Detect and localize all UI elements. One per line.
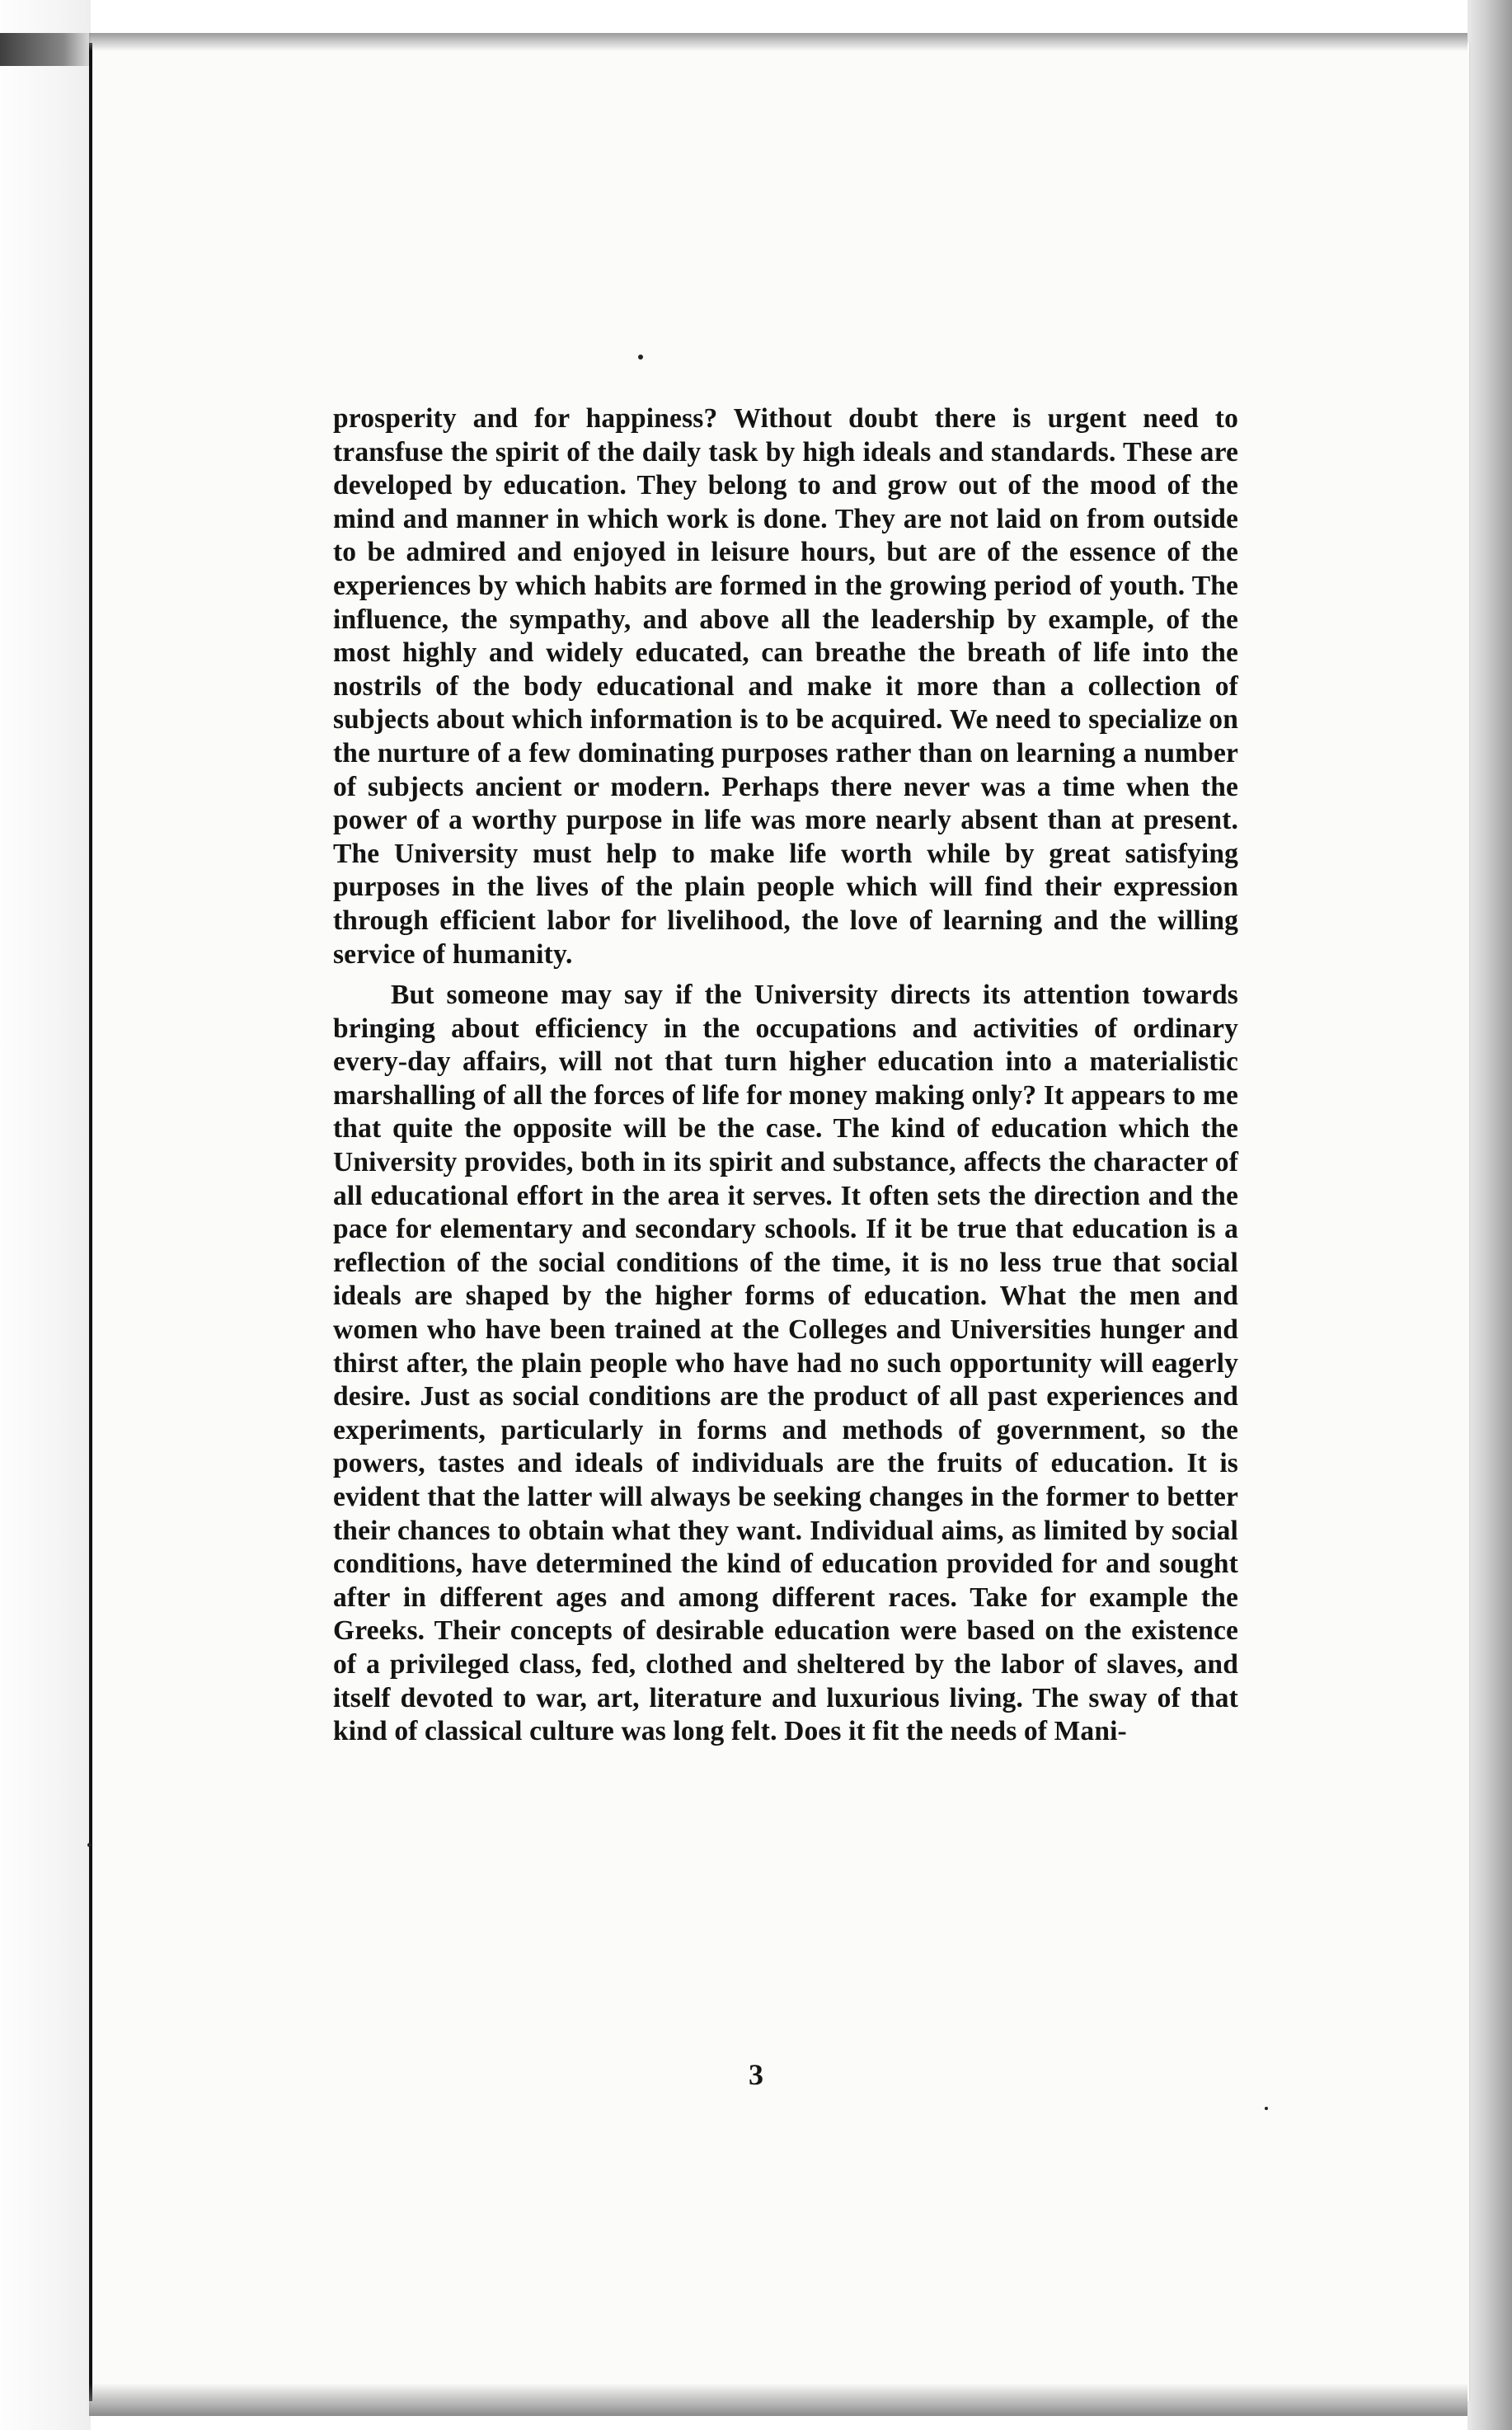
page-top-shadow (89, 33, 1467, 51)
ink-speck (87, 1843, 92, 1847)
body-text (333, 402, 1238, 1749)
page-bottom-shadow (89, 2383, 1467, 2416)
scan-left-edge-shadow (0, 33, 91, 66)
page-number: 3 (749, 2058, 763, 2091)
paragraph-1: prosperity and for happiness? Without doubt there is urgent need to transfuse the spirit of the daily task by high ideals and standards. These are developed by education. They belong to and grow out of the mood of the mind and manner in which work is done. They are not laid on from outside to be admired and enjoyed in leisure hours, but are of the essence of the experiences by which habits are formed in the growing period of youth. The influence, the sympathy, and above all the leadership by example, of the most highly and widely educated, can breathe the breath of life into the nostrils of the body educational and make it more than a collection of subjects about which information is to be acquired. We need to specialize on the nurture of a few dominating purposes rather than on learning a number of subjects ancient or modern. Perhaps there never was a time when the power of a worthy purpose in life was more nearly absent than at present. The University must help to make life worth while by great satisfying purposes in the lives of the plain people which will find their expression through efficient labor for livelihood, the love of learning and the willing service of humanity. (333, 403, 1238, 970)
ink-speck (638, 355, 643, 360)
ink-speck (1265, 2107, 1268, 2110)
paragraph-2: But someone may say if the University directs its attention towards bringing about efficiency in the occupations and activities of ordinary every-day affairs, will not that turn higher education into a materialistic marshalling of all the forces of life for money making only? It appears to me that quite the opposite will be the case. The kind of education which the University provides, both in its spirit and substance, affects the character of all educational effort in the area it serves. It often sets the direction and the pace for elementary and secondary schools. If it be true that education is a reflection of the social conditions of the time, it is no less true that social ideals are shaped by the higher forms of education. What the men and women who have been trained at the Colleges and Universities hunger and thirst after, the plain people who have had no such opportunity will eagerly desire. Just as social conditions are the product of all past experiences and experiments, particularly in forms and methods of government, so the powers, tastes and ideals of individuals are the fruits of education. It is evident that the latter will always be seeking changes in the former to better their chances to obtain what they want. Individual aims, as limited by social conditions, have determined the kind of education provided for and sought after in different ages and among different races. Take for example the Greeks. Their concepts of desirable education were based on the existence of a privileged class, fed, clothed and sheltered by the labor of slaves, and itself devoted to war, art, literature and luxurious living. The sway of that kind of classical culture was long felt. Does it fit the needs of Mani- (333, 980, 1238, 1747)
